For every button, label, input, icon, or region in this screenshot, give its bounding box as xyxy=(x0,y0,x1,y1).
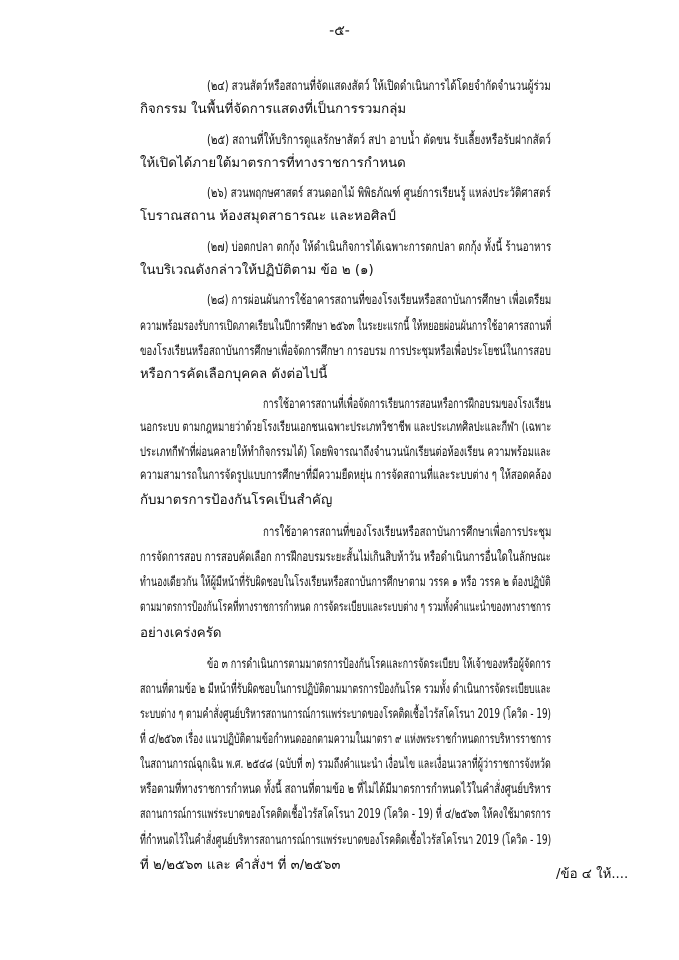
paragraph-1-line-1: (๒๔) สวนสัตว์หรือสถานที่จัดแสดงสัตว์ ให้เปิดดำเนินการได้โดยจำกัดจำนวนผู้ร่วม xyxy=(207,79,551,94)
paragraph-8-line-3: ระบบต่าง ๆ ตามคำสั่งศูนย์บริหารสถานการณ์การแพร่ระบาดของโรคติดเชื้อไวรัสโคโรนา 2019 (โควิด - 19) xyxy=(140,707,551,722)
paragraph-5-line-1: (๒๘) การผ่อนผันการใช้อาคารสถานที่ของโรงเรียนหรือสถาบันการศึกษา เพื่อเตรียม xyxy=(207,293,552,308)
paragraph-7-line-2: การจัดการสอบ การสอบคัดเลือก การฝึกอบรมระยะสั้นไม่เกินสิบห้าวัน หรือดำเนินการอื่นใดในลักษณะ xyxy=(140,550,551,565)
paragraph-8-line-5: ในสถานการณ์ฉุกเฉิน พ.ศ. ๒๕๔๘ (ฉบับที่ ๓) รวมถึงคำแนะนำ เงื่อนไข และเงื่อนเวลาที่ผู้ว่าราชการจังหวัด xyxy=(140,757,551,772)
paragraph-6-line-4: ความสามารถในการจัดรูปแบบการศึกษาที่มีความยืดหยุ่น การจัดสถานที่และระบบต่าง ๆ ให้สอดคล้อง xyxy=(140,468,552,483)
paragraph-5-line-3: ของโรงเรียนหรือสถาบันการศึกษาเพื่อจัดการศึกษา การอบรม การประชุมหรือเพื่อประโยชน์ในการสอบ xyxy=(140,344,551,359)
paragraph-8-line-6: หรือตามที่ทางราชการกำหนด ทั้งนี้ สถานที่ตามข้อ ๒ ที่ไม่ได้มีมาตรการกำหนดไว้ในคำสั่งศูนย์บริหาร xyxy=(140,782,551,797)
paragraph-6-line-5: กับมาตรการป้องกันโรคเป็นสำคัญ xyxy=(140,493,333,508)
paragraph-5-line-4: หรือการคัดเลือกบุคคล ดังต่อไปนี้ xyxy=(140,367,328,382)
page-number: -๕- xyxy=(329,23,350,39)
paragraph-3-line-1: (๒๖) สวนพฤกษศาสตร์ สวนดอกไม้ พิพิธภัณฑ์ ศูนย์การเรียนรู้ แหล่งประวัติศาสตร์ xyxy=(207,186,551,201)
paragraph-2-line-1: (๒๕) สถานที่ให้บริการดูแลรักษาสัตว์ สปา อาบน้ำ ตัดขน รับเลี้ยงหรือรับฝากสัตว์ xyxy=(207,133,551,148)
paragraph-8-line-8: ที่กำหนดไว้ในคำสั่งศูนย์บริหารสถานการณ์การแพร่ระบาดของโรคติดเชื้อไวรัสโคโรนา 2019 (โควิด - 19) xyxy=(140,833,552,848)
paragraph-8-line-1: ข้อ ๓ การดำเนินการตามมาตรการป้องกันโรคและการจัดระเบียบ ให้เจ้าของหรือผู้จัดการ xyxy=(207,657,551,672)
paragraph-2-line-2: ให้เปิดได้ภายใต้มาตรการที่ทางราชการกำหนด xyxy=(140,156,406,171)
paragraph-5-line-2: ความพร้อมรองรับการเปิดภาคเรียนในปีการศึกษา ๒๕๖๓ ในระยะแรกนี้ ให้หยอยผ่อนผันการใช้อาคารสถานที่ xyxy=(140,319,552,334)
paragraph-7-line-4: ตามมาตรการป้องกันโรคที่ทางราชการกำหนด การจัดระเบียบและระบบต่าง ๆ รวมทั้งคำแนะนำของทางราชการ xyxy=(140,600,551,615)
paragraph-8-line-4: ที่ ๔/๒๕๖๓ เรื่อง แนวปฏิบัติตามข้อกำหนดออกตามความในมาตรา ๙ แห่งพระราชกำหนดการบริหารราชการ xyxy=(140,732,552,747)
paragraph-6-line-3: ประเภทกีฬาที่ผ่อนคลายให้ทำกิจกรรมได้) โดยพิจารณาถึงจำนวนนักเรียนต่อห้องเรียน ความพร้อมและ xyxy=(140,445,551,460)
paragraph-3-line-2: โบราณสถาน ห้องสมุดสาธารณะ และหอศิลป์ xyxy=(140,209,396,224)
paragraph-4-line-1: (๒๗) บ่อตกปลา ตกกุ้ง ให้ดำเนินกิจการได้เฉพาะการตกปลา ตกกุ้ง ทั้งนี้ ร้านอาหาร xyxy=(207,240,552,255)
continuation-marker: /ข้อ ๔ ให้.... xyxy=(556,867,629,882)
paragraph-8-line-9: ที่ ๒/๒๕๖๓ และ คำสั่งฯ ที่ ๓/๒๕๖๓ xyxy=(140,858,341,873)
paragraph-1-line-2: กิจกรรม ในพื้นที่จัดการแสดงที่เป็นการรวมกลุ่ม xyxy=(140,102,407,117)
paragraph-7-line-3: ทำนองเดียวกัน ให้ผู้มีหน้าที่รับผิดชอบในโรงเรียนหรือสถาบันการศึกษาตาม วรรค ๑ หรือ วรรค ๒ ต้องปฏิบัติ xyxy=(140,575,551,590)
paragraph-8-line-2: สถานที่ตามข้อ ๒ มีหน้าที่รับผิดชอบในการปฏิบัติตามมาตรการป้องกันโรค รวมทั้ง ดำเนินการจัดระเบียบและ xyxy=(140,682,551,697)
paragraph-7-line-5: อย่างเคร่งครัด xyxy=(140,626,222,641)
paragraph-6-line-2: นอกระบบ ตามกฎหมายว่าด้วยโรงเรียนเอกชนเฉพาะประเภทวิชาชีพ และประเภทศิลปะและกีฬา (เฉพาะ xyxy=(140,420,552,435)
paragraph-7-line-1: การใช้อาคารสถานที่ของโรงเรียนหรือสถาบันการศึกษาเพื่อการประชุม xyxy=(263,525,552,540)
paragraph-8-line-7: สถานการณ์การแพร่ระบาดของโรคติดเชื้อไวรัสโคโรนา 2019 (โควิด - 19) ที่ ๔/๒๕๖๓ ให้คงใช้มาตรการ xyxy=(140,807,551,822)
paragraph-6-line-1: การใช้อาคารสถานที่เพื่อจัดการเรียนการสอนหรือการฝึกอบรมของโรงเรียน xyxy=(263,397,552,412)
paragraph-4-line-2: ในบริเวณดังกล่าวให้ปฏิบัติตาม ข้อ ๒ (๑) xyxy=(140,263,374,278)
